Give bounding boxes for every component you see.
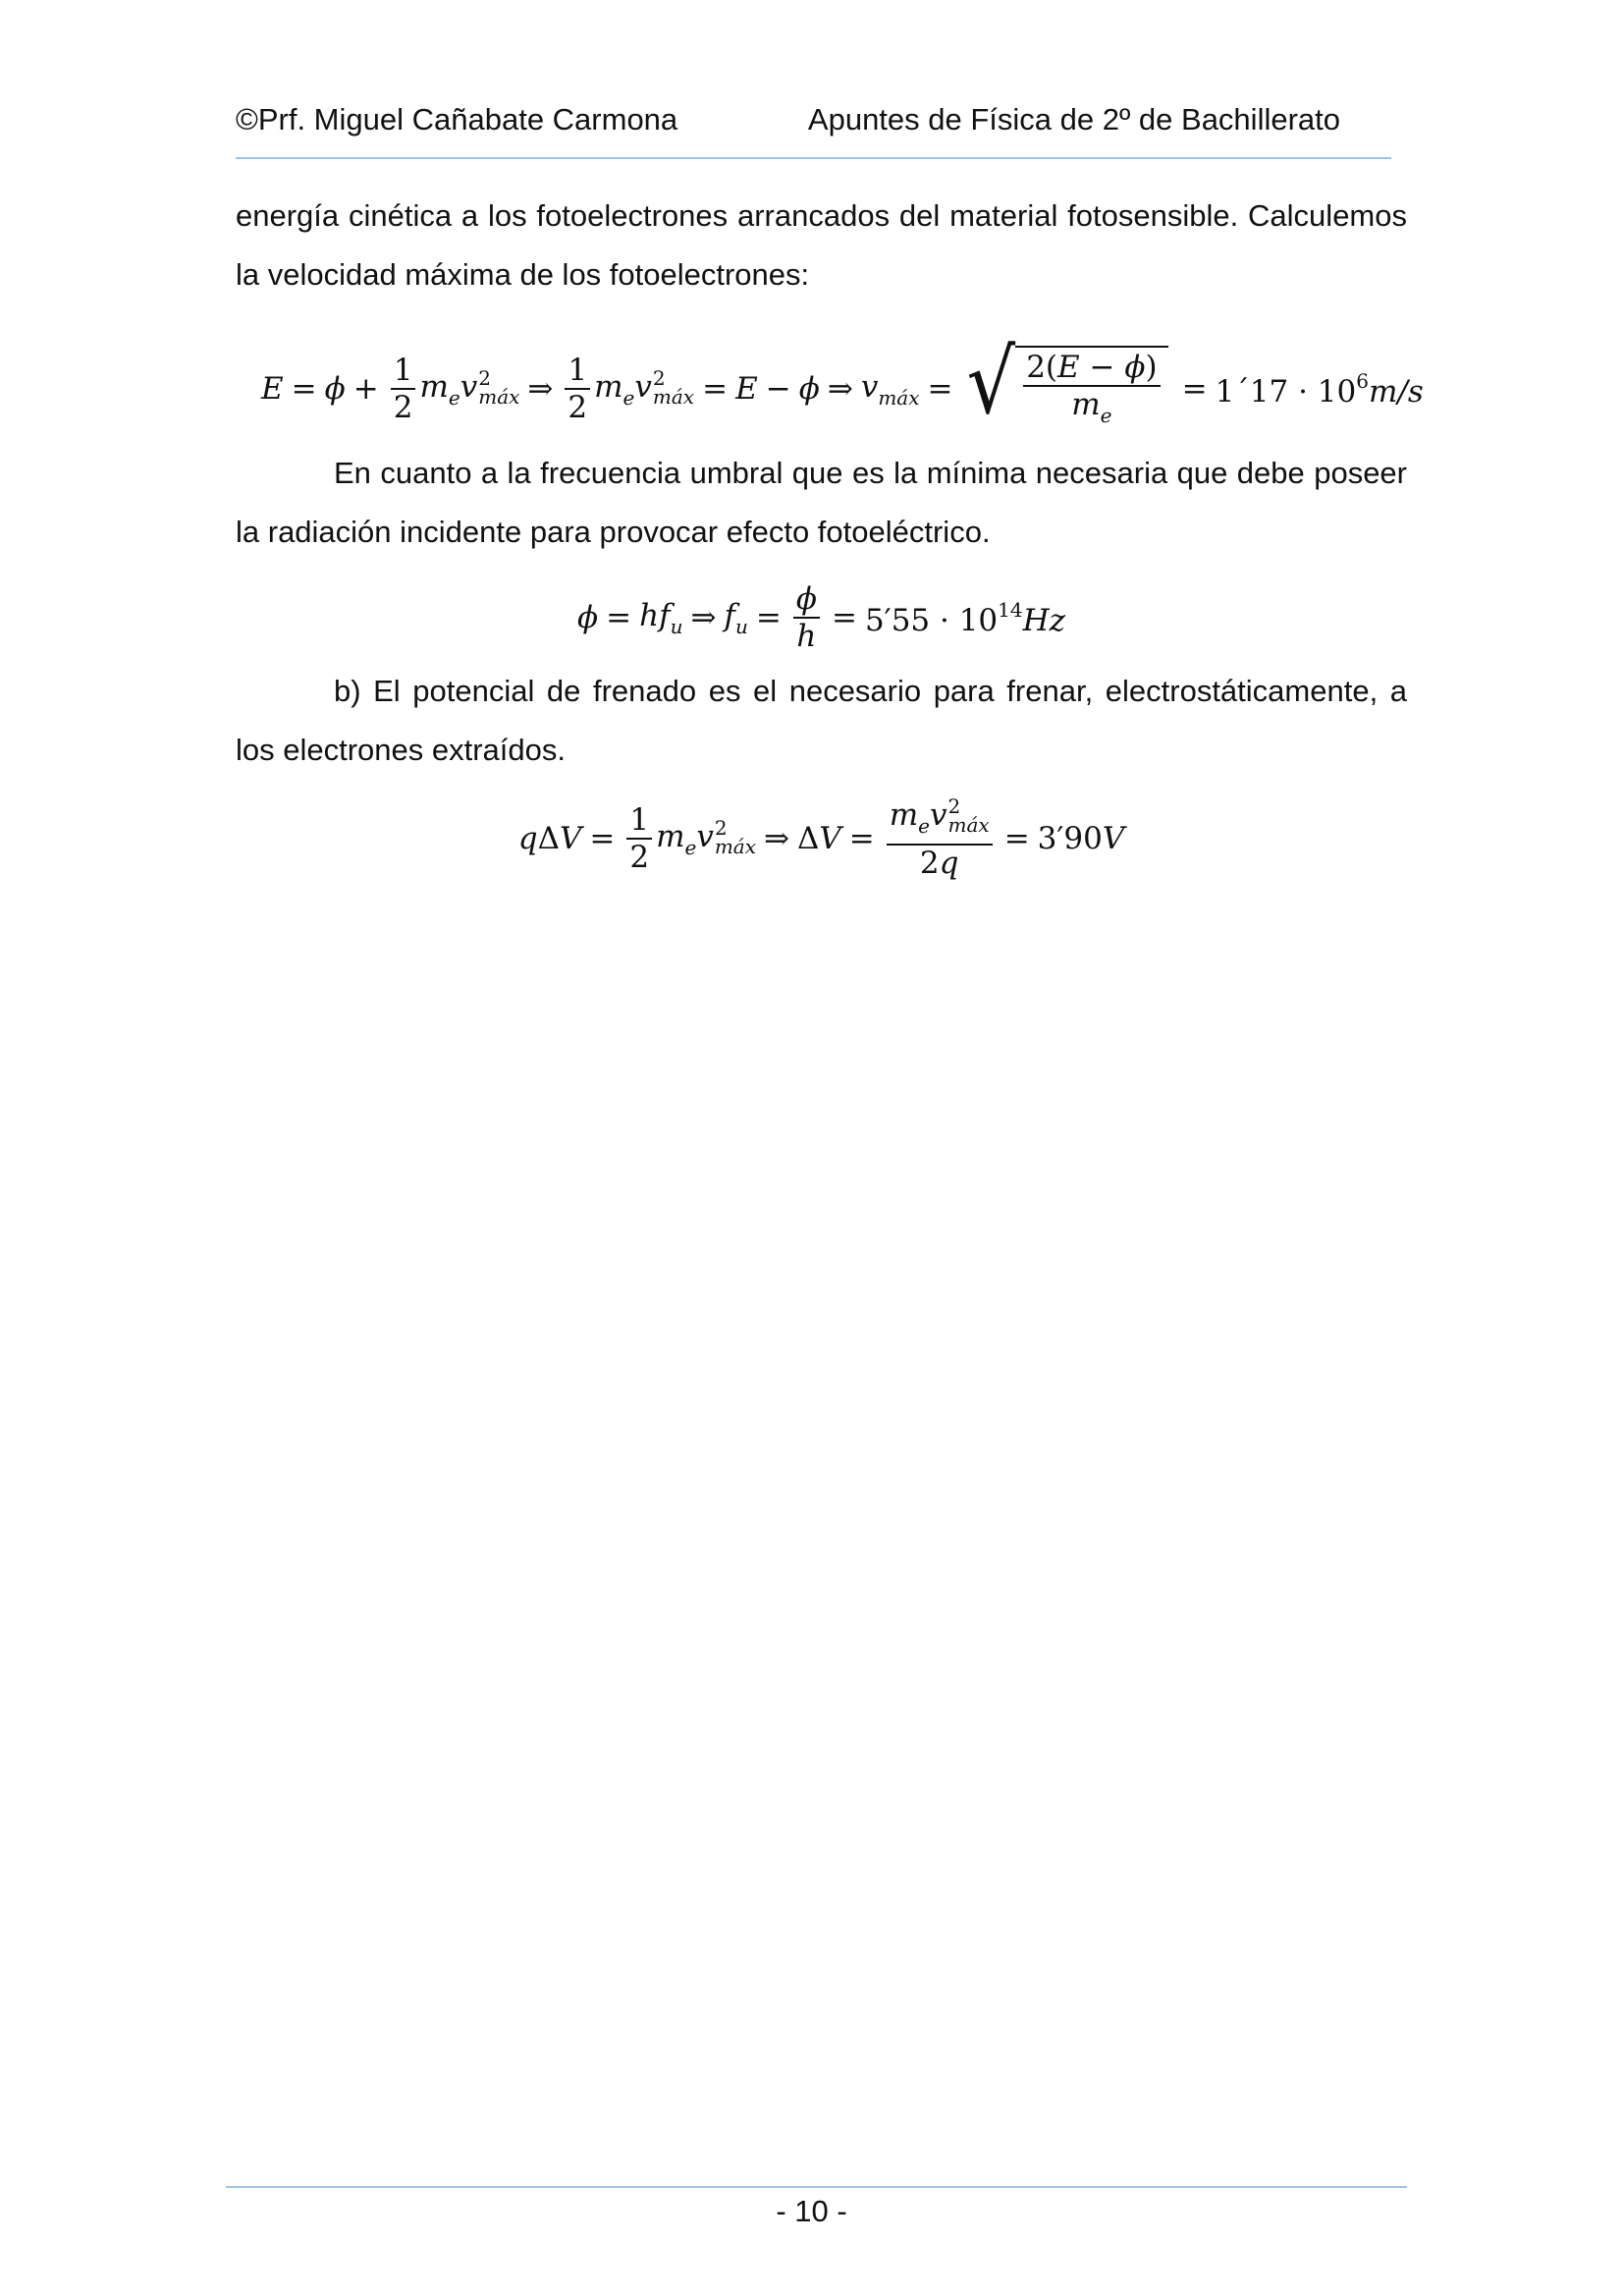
paragraph-threshold-frequency: En cuanto a la frecuencia umbral que es la mínima necesaria que debe poseer la radiación incidente para provocar efecto fotoeléctrico. [236,456,1407,549]
frequency-value: 5′55 · 10 [864,602,999,638]
potential-unit: V [1102,821,1125,856]
square-root: √ $\frac{2(E - \phi)}{m_e}$ [966,346,1167,433]
equation-max-velocity: E = ϕ + $\frac{1}{2}$ $m_ev$ 2 máx ⇒ $\frac{1}{2}$ $m_ev$ 2 máx = E − ϕ ⇒ $v_{máx}$ = √ $\frac{2(E - \phi)}{m_e}$ = 1´17 · $10^6m/s$ [261,331,1424,434]
fraction-one-half: $\frac{1}{2}$ [565,353,590,425]
velocity-value: 1´17 · 10 [1215,373,1357,410]
equation-stopping-potential: qΔV = $\frac{1}{2}$ $m_ev$ 2 máx ⇒ ΔV = $m_ev$ 2 máx 2q = 3′90V [517,794,1125,881]
footer-divider [226,2186,1407,2188]
fraction-one-half: $\frac{1}{2}$ [626,802,652,875]
velocity-unit: m/s [1369,373,1424,410]
header-divider [236,157,1391,159]
fraction-kinetic-over-charge: $m_ev$ 2 máx 2q [887,797,993,881]
potential-value: 3′90 [1037,821,1103,856]
header-course-title: Apuntes de Física de 2º de Bachillerato [807,102,1340,137]
fraction-one-half: $\frac{1}{2}$ [391,353,416,425]
frequency-exponent: 14 [998,597,1023,622]
frequency-unit: Hz [1022,602,1065,638]
header-author: ©Prf. Miguel Cañabate Carmona [236,102,678,137]
page-number: - 10 - [776,2194,847,2228]
paragraph-velocity-intro: energía cinética a los fotoelectrones arrancados del material fotosensible. Calculemos la velocidad máxima de los fotoelectrones: [236,198,1407,292]
equation-threshold-frequency: ϕ = $hf_u$ ⇒ $f_u$ = $\frac{\phi}{h}$ = $5'55 \cdot 10^{14}Hz$ [577,581,1065,654]
velocity-exponent: 6 [1356,368,1369,393]
paragraph-stopping-potential: b) El potencial de frenado es el necesario para frenar, electrostáticamente, a los electrones extraídos. [236,674,1407,767]
fraction-phi-over-h: $\frac{\phi}{h}$ [793,581,820,654]
